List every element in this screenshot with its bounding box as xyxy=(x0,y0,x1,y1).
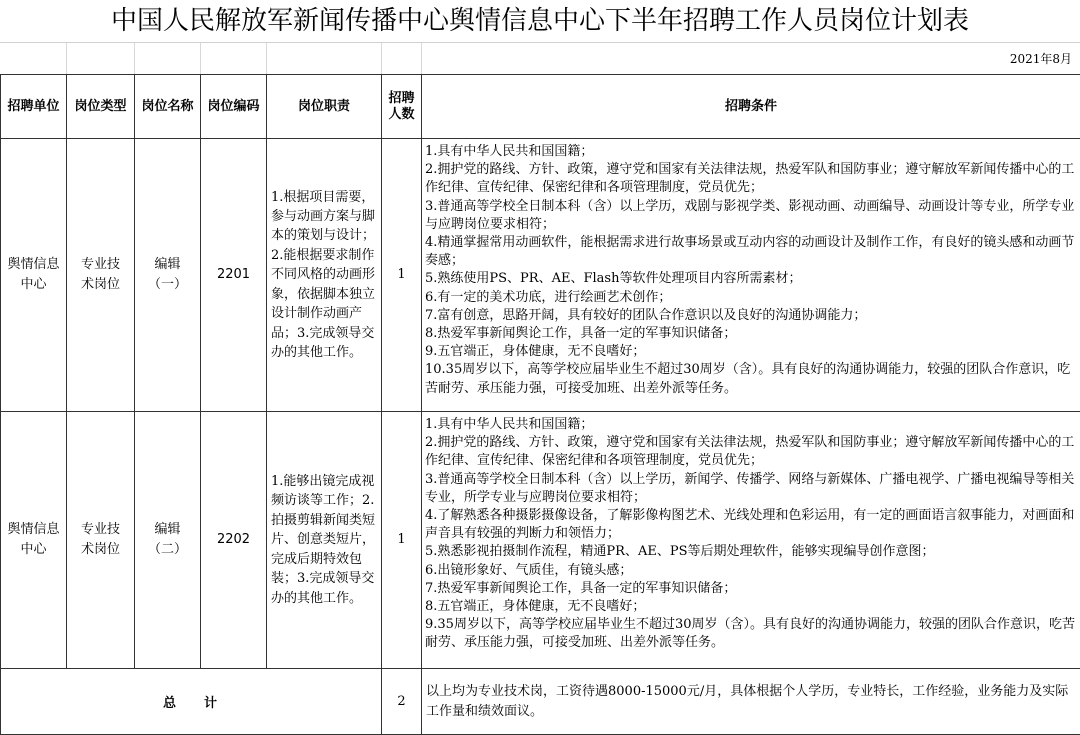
requirement-item: 8.热爱军事新闻舆论工作，具备一定的军事知识储备； xyxy=(425,326,737,342)
requirement-item: 4.了解熟悉各种摄影摄像设备，了解影像构图艺术、光线处理和色彩运用，有一定的画面语言叙事能力，对画面和声音具有较强的判断力和领悟力； xyxy=(425,508,1075,542)
table-header-row xyxy=(1,75,1080,139)
page-title: 中国人民解放军新闻传播中心舆情信息中心下半年招聘工作人员岗位计划表 xyxy=(110,6,969,36)
requirement-item: 10.35周岁以下，高等学校应届毕业生不超过30周岁（含）。具有良好的沟通协调能力，较强的团队合作意识，吃苦耐劳、承压能力强，可接受加班、出差外派等任务。 xyxy=(425,362,1071,396)
requirement-item: 7.热爱军事新闻舆论工作，具备一定的军事知识储备； xyxy=(425,580,737,596)
header-code: 岗位编码 xyxy=(201,75,267,139)
cell-name: 编辑（二） xyxy=(135,412,201,669)
summary-count: 2 xyxy=(382,669,422,735)
header-name: 岗位名称 xyxy=(135,75,201,139)
cell-type: 专业技术岗位 xyxy=(67,139,135,412)
requirement-item: 4.精通掌握常用动画软件，能根据需求进行故事场景或互动内容的动画设计及制作工作，有良好的镜头感和动画节奏感； xyxy=(425,235,1075,269)
requirement-item: 7.富有创意，思路开阔，具有较好的团队合作意识以及良好的沟通协调能力； xyxy=(425,307,867,323)
cell-requirements xyxy=(422,412,1080,669)
date-label: 2021年8月 xyxy=(1009,52,1072,66)
requirement-item: 6.有一定的美术功底，进行绘画艺术创作； xyxy=(425,289,672,305)
requirement-item: 8.五官端正，身体健康，无不良嗜好； xyxy=(425,599,646,615)
sheet-gridlines xyxy=(0,42,1080,75)
summary-row xyxy=(1,669,1080,735)
cell-duty: 1.根据项目需要，参与动画方案与脚本的策划与设计；2.能根据要求制作不同风格的动画形象，依据脚本独立设计制作动画产品；3.完成领导交办的其他工作。 xyxy=(267,139,382,412)
header-duty: 岗位职责 xyxy=(267,75,382,139)
cell-type: 专业技术岗位 xyxy=(67,412,135,669)
header-type: 岗位类型 xyxy=(67,75,135,139)
requirement-item: 3.普通高等学校全日制本科（含）以上学历，戏剧与影视学类、影视动画、动画编导、动画设计等专业，所学专业与应聘岗位要求相符； xyxy=(425,198,1075,232)
requirement-item: 6.出镜形象好、气质佳，有镜头感； xyxy=(425,562,633,578)
cell-code: 2201 xyxy=(201,139,267,412)
table-row xyxy=(1,139,1080,412)
requirement-item: 3.普通高等学校全日制本科（含）以上学历，新闻学、传播学、网络与新媒体、广播电视学、广播电视编导等相关专业，所学专业与应聘岗位要求相符； xyxy=(425,471,1075,505)
summary-label xyxy=(1,669,382,735)
header-unit: 招聘单位 xyxy=(1,75,67,139)
positions-table xyxy=(0,74,1080,735)
requirement-item: 2.拥护党的路线、方针、政策，遵守党和国家有关法律法规，热爱军队和国防事业；遵守解放军新闻传播中心的工作纪律、宣传纪律、保密纪律和各项管理制度，党员优先； xyxy=(425,435,1075,469)
cell-unit: 舆情信息中心 xyxy=(1,139,67,412)
requirement-item: 5.熟练使用PS、PR、AE、Flash等软件处理项目内容所需素材； xyxy=(425,271,802,287)
requirement-item: 9.35周岁以下，高等学校应届毕业生不超过30周岁（含）。具有良好的沟通协调能力，较强的团队合作意识，吃苦耐劳、承压能力强，可接受加班、出差外派等任务。 xyxy=(425,617,1075,651)
header-count: 招聘人数 xyxy=(382,75,422,139)
cell-code: 2202 xyxy=(201,412,267,669)
cell-count: 1 xyxy=(382,412,422,669)
cell-requirements xyxy=(422,139,1080,412)
summary-label-text: 总 计 xyxy=(162,696,220,711)
cell-count: 1 xyxy=(382,139,422,412)
requirement-item: 9.五官端正，身体健康，无不良嗜好； xyxy=(425,344,646,360)
table-row xyxy=(1,412,1080,669)
cell-duty: 1.能够出镜完成视频访谈等工作；2.拍摄剪辑新闻类短片、创意类短片，完成后期特效包装；3.完成领导交办的其他工作。 xyxy=(267,412,382,669)
requirement-item: 2.拥护党的路线、方针、政策，遵守党和国家有关法律法规，热爱军队和国防事业；遵守解放军新闻传播中心的工作纪律、宣传纪律、保密纪律和各项管理制度，党员优先； xyxy=(425,162,1075,196)
header-requirements: 招聘条件 xyxy=(422,75,1080,139)
summary-note: 以上均为专业技术岗，工资待遇8000-15000元/月，具体根据个人学历，专业特长，工作经验，业务能力及实际工作量和绩效面议。 xyxy=(422,669,1080,735)
requirement-item: 5.熟悉影视拍摄制作流程，精通PR、AE、PS等后期处理软件，能够实现编导创作意图； xyxy=(425,544,935,560)
cell-unit: 舆情信息中心 xyxy=(1,412,67,669)
requirement-item: 1.具有中华人民共和国国籍； xyxy=(425,144,594,159)
requirement-item: 1.具有中华人民共和国国籍； xyxy=(425,417,594,432)
cell-name: 编辑（一） xyxy=(135,139,201,412)
